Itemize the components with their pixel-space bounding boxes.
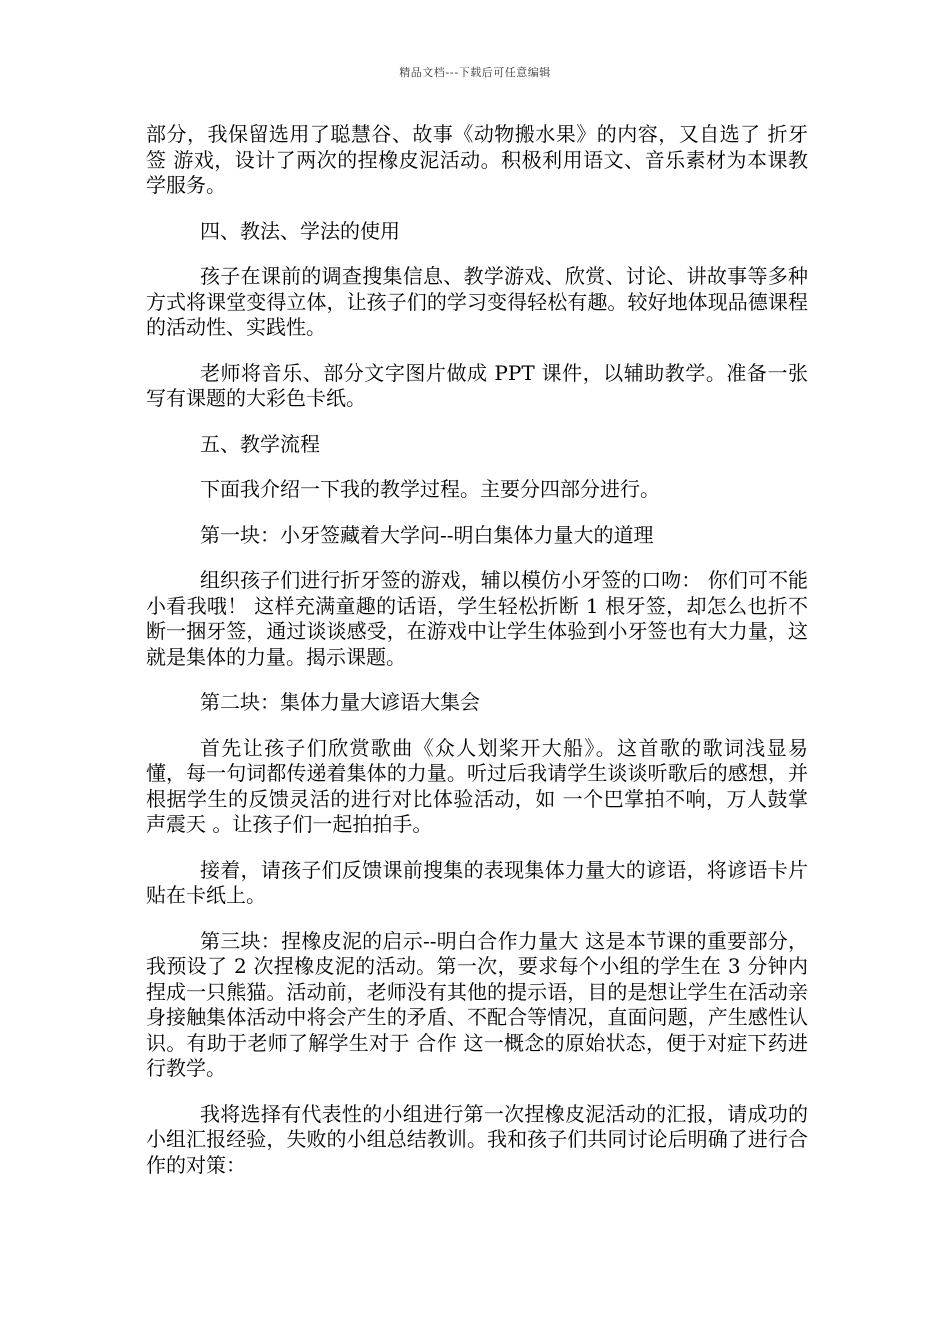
paragraph-plasticine: 第三块：捏橡皮泥的启示--明白合作力量大 这是本节课的重要部分，我预设了 2 次捏橡皮泥的活动。第一次，要求每个小组的学生在 3 分钟内捏成一只熊猫。活动前，老师没有其他的提示语，目的是想让学生在活动亲身接触集体活动中将会产生的矛盾、不配合等情况，直面问题，产生感性认识。有助于老师了解学生对于 合作 这一概念的原始状态，便于对症下药进行教学。 — [146, 928, 808, 1080]
section-heading-teaching-process: 五、教学流程 — [200, 431, 320, 456]
page-header: 精品文档---下载后可任意编辑 — [399, 66, 551, 79]
document-body — [146, 122, 808, 1198]
paragraph-toothpick-game: 组织孩子们进行折牙签的游戏，辅以模仿小牙签的口吻： 你们可不能小看我哦！ 这样充满童趣的话语，学生轻松折断 1 根牙签，却怎么也折不断一捆牙签，通过谈谈感受，在游戏中让学生体验到小牙签也有大力量，这就是集体的力量。揭示课题。 — [146, 568, 808, 669]
paragraph-group-report: 我将选择有代表性的小组进行第一次捏橡皮泥活动的汇报，请成功的小组汇报经验，失败的小组总结教训。我和孩子们共同讨论后明确了进行合作的对策： — [146, 1101, 808, 1177]
paragraph-intro-continuation: 部分，我保留选用了聪慧谷、故事《动物搬水果》的内容，又自选了 折牙签 游戏，设计了两次的捏橡皮泥活动。积极利用语文、音乐素材为本课教学服务。 — [146, 122, 808, 197]
paragraph-proverbs: 接着，请孩子们反馈课前搜集的表现集体力量大的谚语，将谚语卡片贴在卡纸上。 — [146, 857, 808, 907]
paragraph-song: 首先让孩子们欣赏歌曲《众人划桨开大船》。这首歌的歌词浅显易懂，每一句词都传递着集体的力量。听过后我请学生谈谈听歌后的感想，并根据学生的反馈灵活的进行对比体验活动，如 一个巴掌拍不响，万人鼓掌声震天 。让孩子们一起拍拍手。 — [146, 735, 808, 836]
paragraph-process-intro: 下面我介绍一下我的教学过程。主要分四部分进行。 — [200, 477, 660, 501]
section-heading-teaching-methods: 四、教法、学法的使用 — [200, 218, 400, 243]
paragraph-materials: 老师将音乐、部分文字图片做成 PPT 课件，以辅助教学。准备一张写有课题的大彩色卡纸。 — [146, 360, 808, 410]
block-heading-one: 第一块：小牙签藏着大学问--明白集体力量大的道理 — [200, 522, 654, 547]
block-heading-two: 第二块：集体力量大谚语大集会 — [200, 690, 480, 714]
paragraph-methods: 孩子在课前的调查搜集信息、教学游戏、欣赏、讨论、讲故事等多种方式将课堂变得立体，让孩子们的学习变得轻松有趣。较好地体现品德课程的活动性、实践性。 — [146, 264, 808, 339]
